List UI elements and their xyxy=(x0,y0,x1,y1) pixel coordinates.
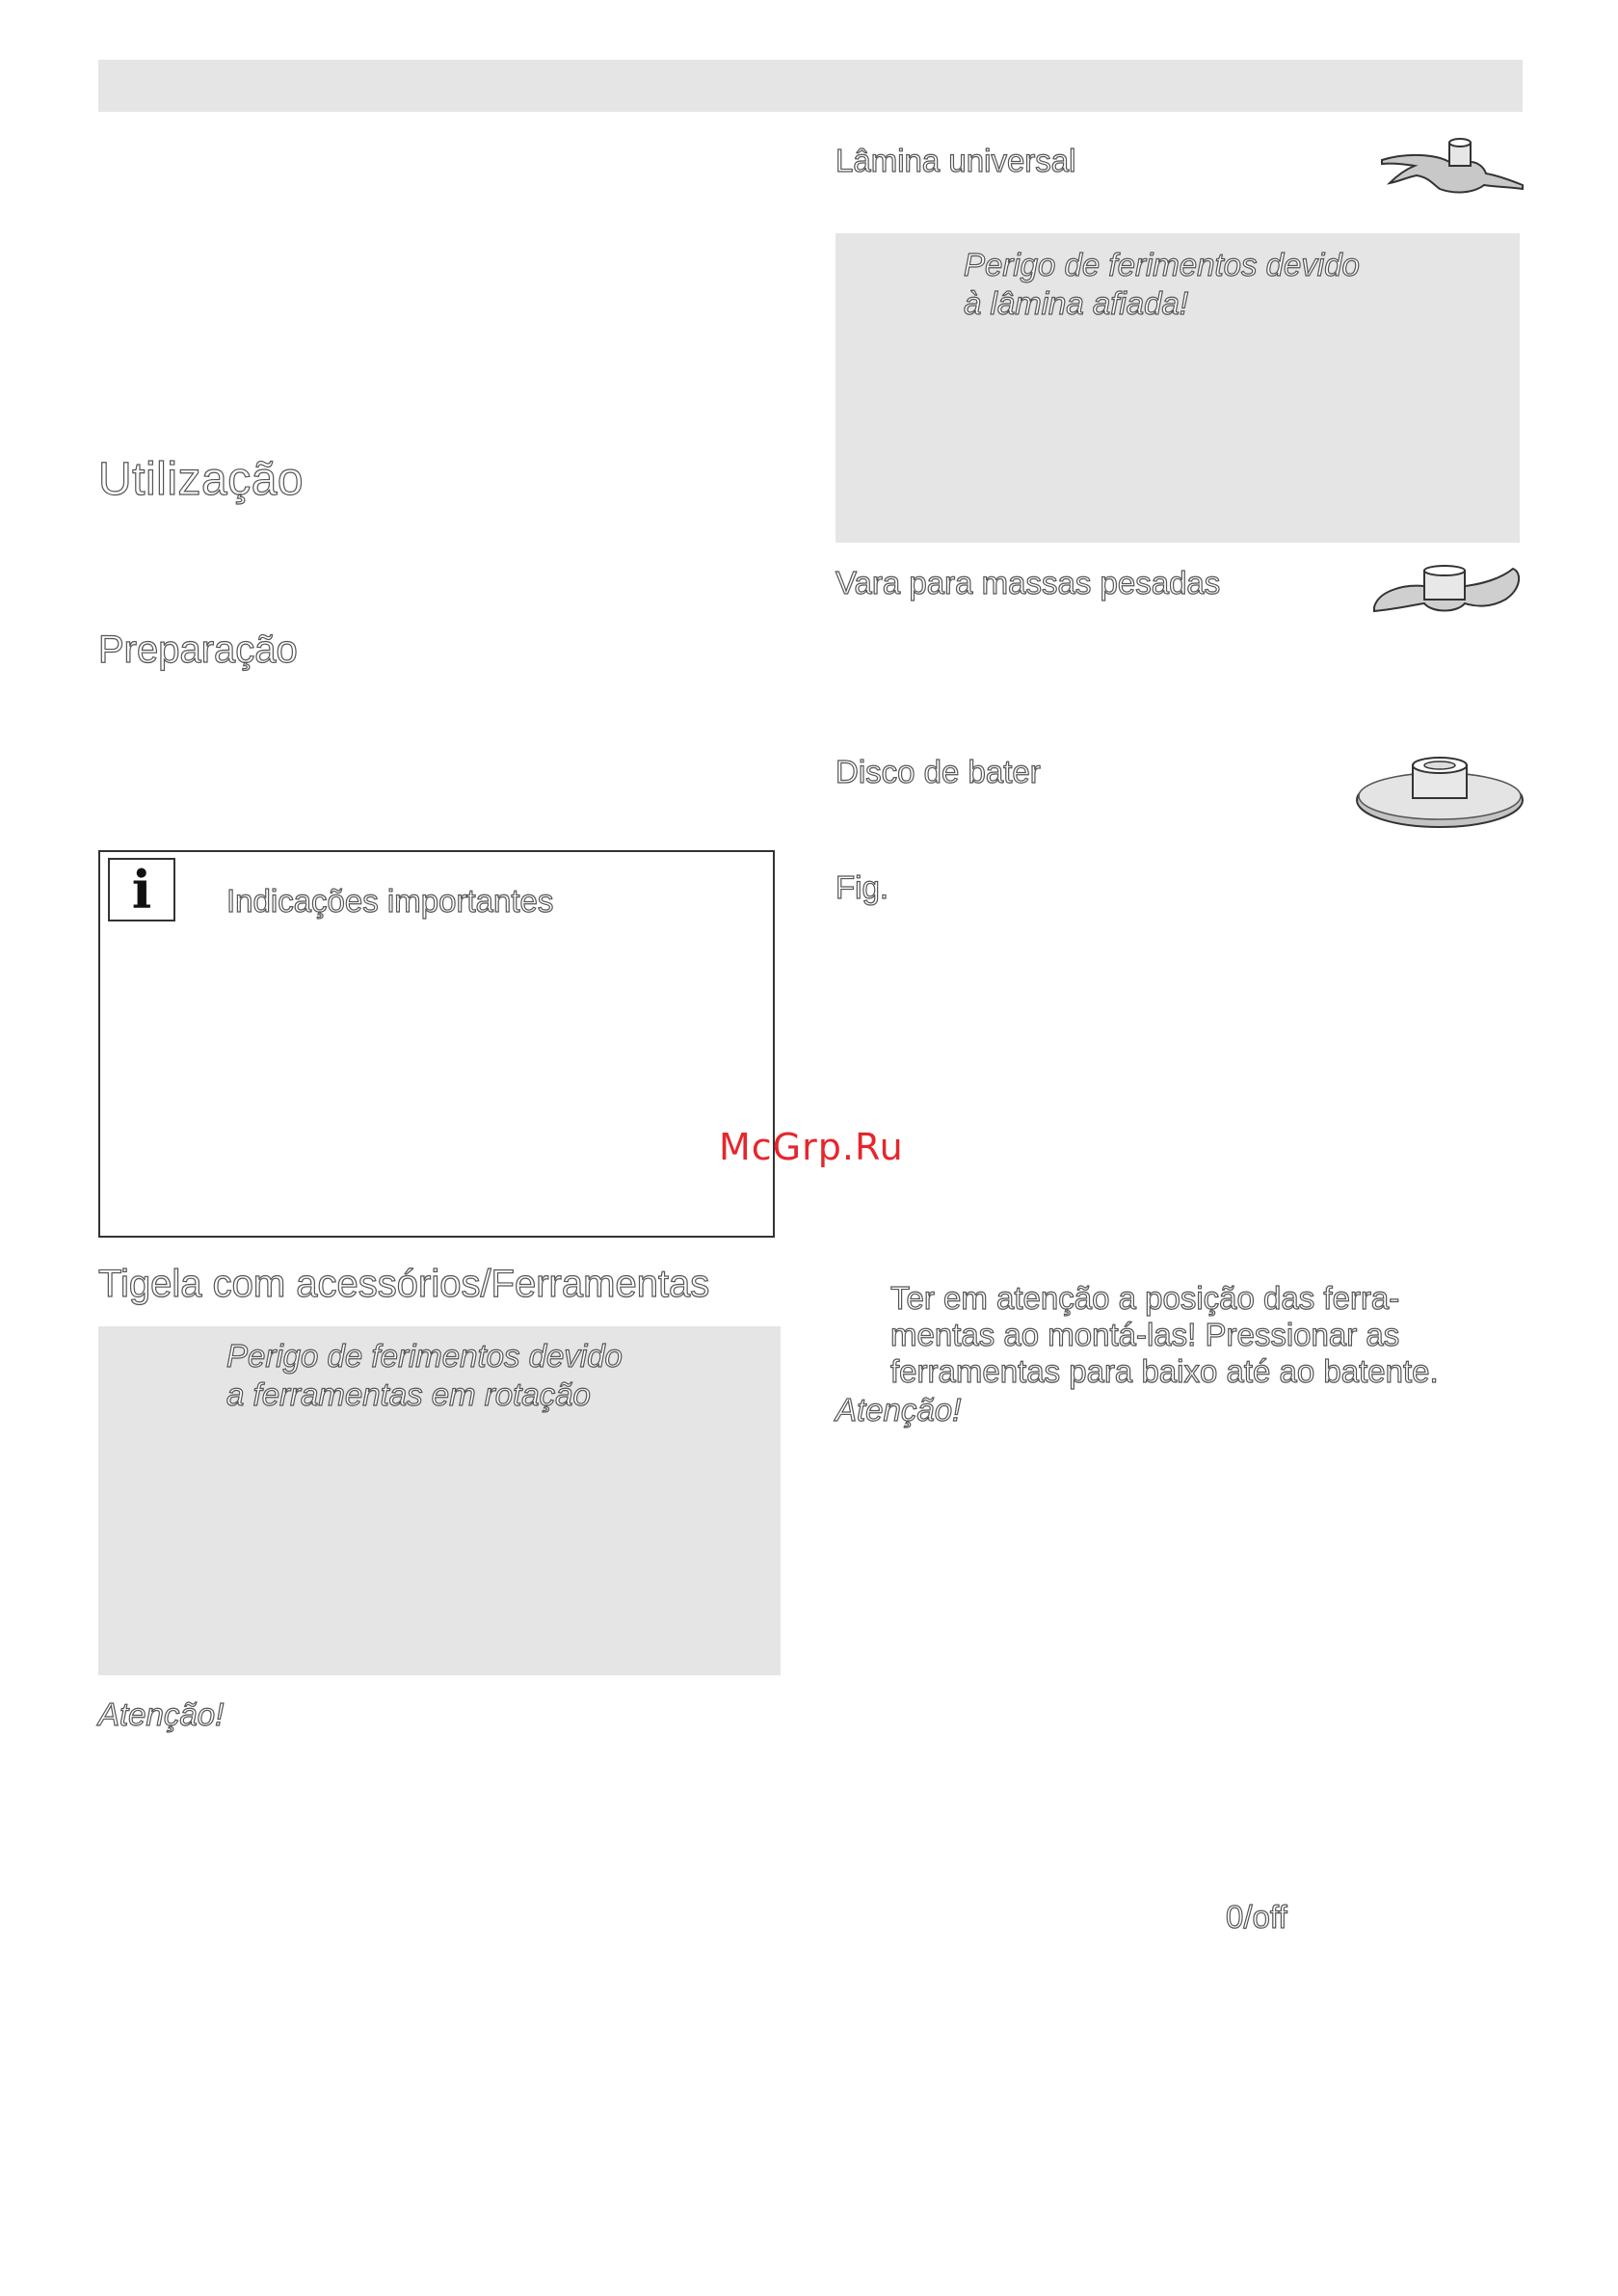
note-line1: Ter em atenção a posição das ferra- xyxy=(890,1280,1400,1316)
warning-rotation-line1: Perigo de ferimentos devido xyxy=(226,1338,623,1374)
whisk-disc-icon xyxy=(1353,752,1526,831)
heading-tigela: Tigela com acessórios/Ferramentas xyxy=(98,1263,710,1305)
info-title: Indicações importantes xyxy=(226,883,554,919)
heading-utilizacao: Utilização xyxy=(98,454,305,505)
warning-rotation-line2: a ferramentas em rotação xyxy=(226,1376,591,1412)
fig-label: Fig. xyxy=(836,869,889,905)
title-whisk-disc: Disco de bater xyxy=(836,754,1041,789)
note-line3: ferramentas para baixo até ao batente. xyxy=(890,1353,1439,1389)
heading-preparacao: Preparação xyxy=(98,628,298,671)
title-universal-blade: Lâmina universal xyxy=(836,143,1076,178)
info-icon: i xyxy=(108,858,175,921)
watermark: McGrp.Ru xyxy=(719,1126,904,1168)
warning-blade-line1: Perigo de ferimentos devido xyxy=(964,247,1360,282)
switch-off-label: 0/off xyxy=(1226,1899,1287,1935)
dough-hook-icon xyxy=(1368,559,1525,621)
attention-right: Atenção! xyxy=(836,1392,962,1428)
universal-blade-icon xyxy=(1378,133,1525,197)
warning-blade-line2: à lâmina afiada! xyxy=(964,285,1188,321)
header-bar xyxy=(98,60,1523,112)
title-dough-hook: Vara para massas pesadas xyxy=(836,565,1221,601)
note-line2: mentas ao montá-las! Pressionar as xyxy=(890,1317,1400,1352)
attention-left: Atenção! xyxy=(98,1696,225,1732)
